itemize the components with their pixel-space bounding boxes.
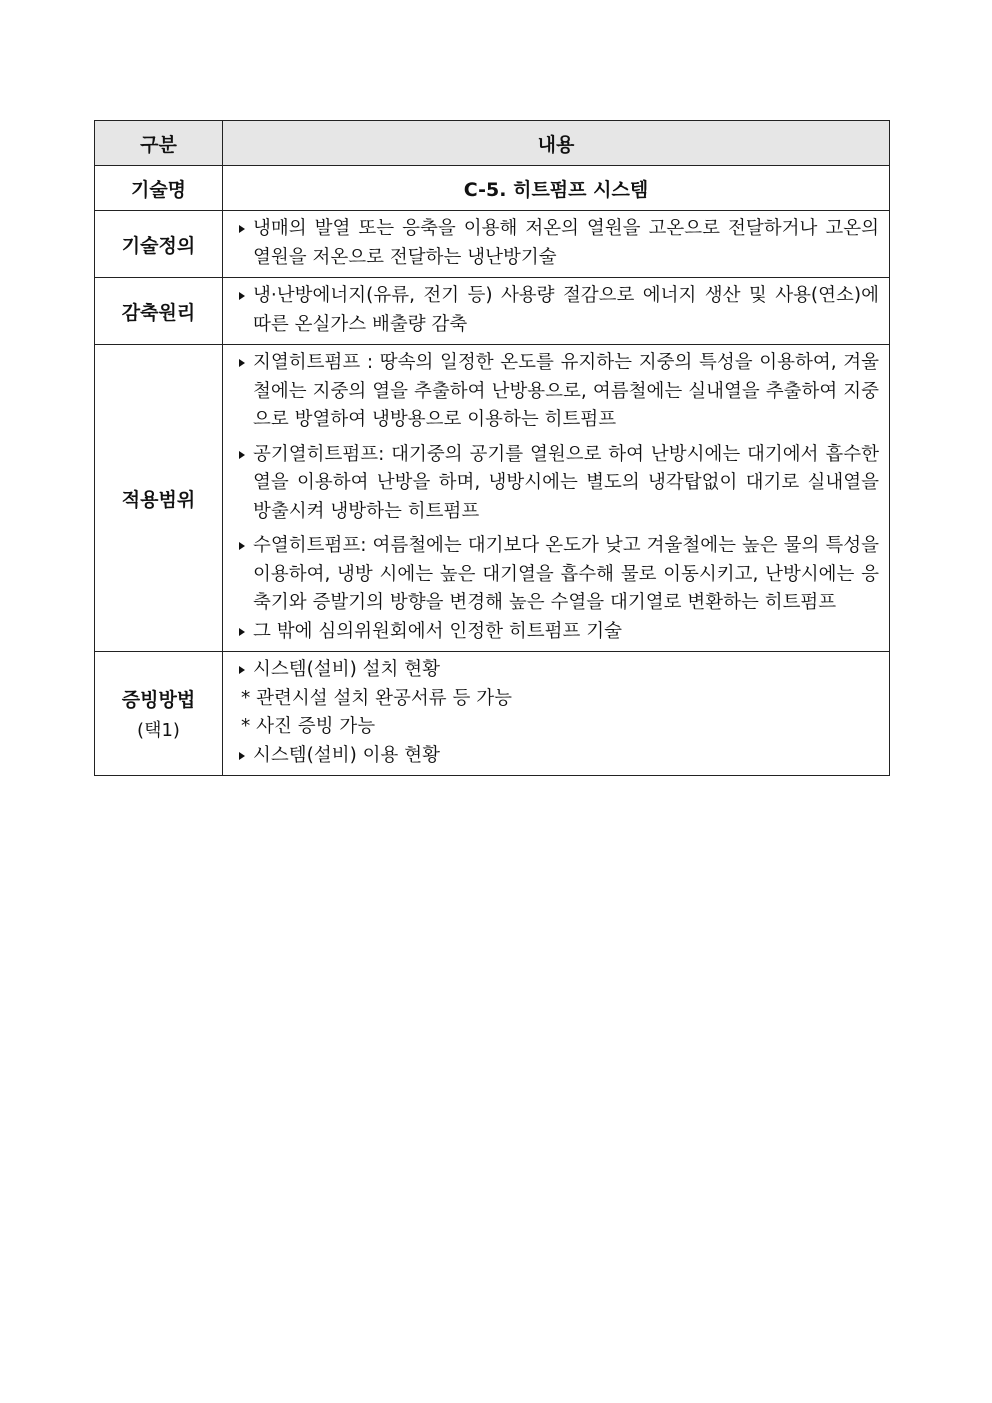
principle-content bbox=[223, 278, 890, 345]
label-tech-name: 기술명 bbox=[95, 166, 223, 211]
label-definition: 기술정의 bbox=[95, 211, 223, 278]
bullet-arrow-icon bbox=[239, 225, 245, 233]
scope-content bbox=[223, 345, 890, 652]
scope-air-source-text: 공기열히트펌프: 대기중의 공기를 열원으로 하여 난방시에는 대기에서 흡수한 열을 이용하여 난방을 하며, 냉방시에는 별도의 냉각탑없이 대기로 실내열을 방출시켜 냉방하는 히트펌프 bbox=[253, 443, 879, 522]
row-principle bbox=[95, 278, 890, 345]
bullet-arrow-icon bbox=[239, 666, 245, 674]
list-item bbox=[237, 656, 879, 685]
row-scope bbox=[95, 345, 890, 652]
header-category: 구분 bbox=[95, 121, 223, 166]
evidence-note-photo: * 사진 증빙 가능 bbox=[241, 716, 376, 737]
label-evidence bbox=[95, 652, 223, 776]
scope-water-source-text: 수열히트펌프: 여름철에는 대기보다 온도가 낮고 겨울철에는 높은 물의 특성을 이용하여, 냉방 시에는 높은 대기열을 흡수해 물로 이동시키고, 난방시에는 응축기와 증발기의 방향을 변경해 높은 수열을 대기열로 변환하는 히트펌프 bbox=[253, 535, 879, 613]
evidence-label: 증빙방법 bbox=[121, 689, 196, 711]
list-item bbox=[237, 742, 879, 771]
bullet-arrow-icon bbox=[239, 292, 245, 300]
list-item bbox=[237, 532, 879, 618]
row-tech-name bbox=[95, 166, 890, 211]
list-item bbox=[237, 618, 879, 647]
list-item bbox=[237, 282, 879, 339]
evidence-content bbox=[223, 652, 890, 776]
label-principle: 감축원리 bbox=[95, 278, 223, 345]
evidence-install-text: 시스템(설비) 설치 현황 bbox=[253, 659, 441, 680]
definition-text: 냉매의 발열 또는 응축을 이용해 저온의 열원을 고온으로 전달하거나 고온의 열원을 저온으로 전달하는 냉난방기술 bbox=[253, 218, 879, 268]
bullet-arrow-icon bbox=[239, 628, 245, 636]
bullet-arrow-icon bbox=[239, 752, 245, 760]
row-evidence bbox=[95, 652, 890, 776]
scope-geothermal-text: 지열히트펌프 : 땅속의 일정한 온도를 유지하는 지중의 특성을 이용하여, 겨울철에는 지중의 열을 추출하여 난방용으로, 여름철에는 실내열을 추출하여 지중으로 방열하여 냉방용으로 이용하는 히트펌프 bbox=[253, 352, 879, 430]
bullet-arrow-icon bbox=[239, 451, 245, 459]
evidence-note-documents: * 관련시설 설치 완공서류 등 가능 bbox=[241, 687, 512, 709]
list-item bbox=[237, 215, 879, 272]
bullet-arrow-icon bbox=[239, 359, 245, 367]
principle-text: 냉·난방에너지(유류, 전기 등) 사용량 절감으로 에너지 생산 및 사용(연소)에 따른 온실가스 배출량 감축 bbox=[253, 285, 879, 335]
row-definition bbox=[95, 211, 890, 278]
scope-other-text: 그 밖에 심의위원회에서 인정한 히트펌프 기술 bbox=[253, 620, 622, 642]
bullet-arrow-icon bbox=[239, 542, 245, 550]
evidence-usage-text: 시스템(설비) 이용 현황 bbox=[253, 744, 441, 766]
tech-name-value: C-5. 히트펌프 시스템 bbox=[223, 166, 890, 211]
header-content: 내용 bbox=[223, 121, 890, 166]
definition-content bbox=[223, 211, 890, 278]
evidence-sublabel: (택1) bbox=[137, 720, 180, 741]
header-row bbox=[95, 121, 890, 166]
label-scope: 적용범위 bbox=[95, 345, 223, 652]
list-item bbox=[237, 349, 879, 435]
list-item bbox=[237, 441, 879, 527]
spec-table bbox=[94, 120, 890, 776]
